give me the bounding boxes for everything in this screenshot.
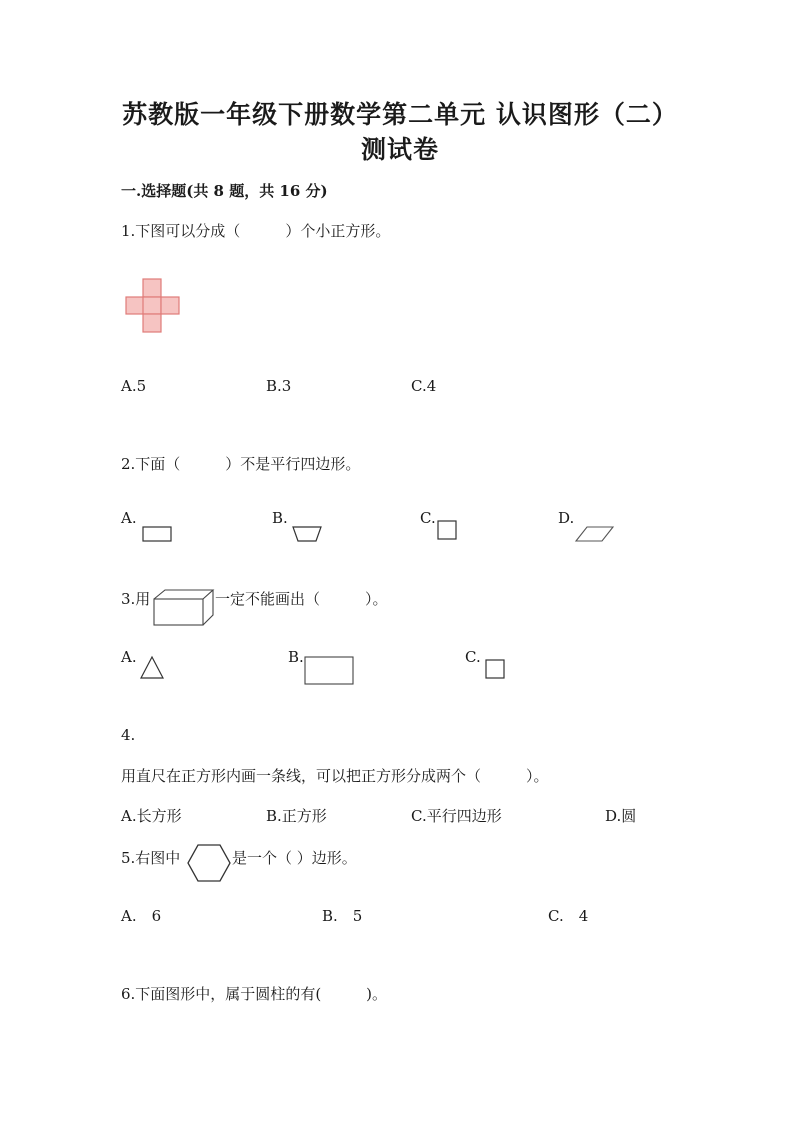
q1-option-b[interactable]: B.3 [266,377,292,395]
q4-option-b[interactable]: B.正方形 [266,807,327,825]
question-6-stem: 6.下面图形中，属于圆柱的有( )。 [121,985,388,1003]
triangle-shape-icon [140,656,164,679]
q3-option-a[interactable]: A. [121,648,137,666]
cuboid-figure [153,589,215,627]
q5-option-a[interactable]: A. 6 [121,907,162,925]
q5-option-b[interactable]: B. 5 [322,907,363,925]
question-5-stem-prefix: 5.右图中 [121,849,181,867]
q4-option-d[interactable]: D.圆 [605,807,637,825]
question-4-stem: 用直尺在正方形内画一条线，可以把正方形分成两个（ ）。 [121,767,549,785]
q3-option-c[interactable]: C. [465,648,481,666]
trapezoid-shape-icon [292,526,322,542]
q5-option-c[interactable]: C. 4 [548,907,589,925]
question-4-number: 4. [121,726,136,744]
square-shape-icon-2 [485,659,505,679]
question-3-stem-prefix: 3.用 [121,590,151,608]
question-2-stem: 2.下面（ ）不是平行四边形。 [121,455,361,473]
rectangle-shape-icon-large [304,656,354,685]
q2-option-c[interactable]: C. [420,509,436,527]
page-subtitle: 测试卷 [360,135,439,164]
parallelogram-shape-icon [575,526,615,546]
question-1-stem: 1.下图可以分成（ ）个小正方形。 [121,222,391,240]
q4-option-c[interactable]: C.平行四边形 [411,807,502,825]
q1-option-c[interactable]: C.4 [411,377,437,395]
q2-option-b[interactable]: B. [272,509,288,527]
q2-option-a[interactable]: A. [121,509,137,527]
section-heading: 一.选择题(共 8 题，共 16 分) [121,182,328,200]
question-3-stem-suffix: 一定不能画出（ ）。 [215,590,388,608]
q4-option-a[interactable]: A.长方形 [121,807,182,825]
rectangle-shape-icon [142,526,172,542]
q3-option-b[interactable]: B. [288,648,304,666]
q2-option-d[interactable]: D. [558,509,575,527]
page-title: 苏教版一年级下册数学第二单元 认识图形（二） [122,100,678,129]
cross-shape-figure [125,278,181,334]
question-5-stem-suffix: 是一个（ ）边形。 [232,849,357,867]
square-shape-icon [437,520,457,540]
q1-option-a[interactable]: A.5 [121,377,147,395]
hexagon-figure [187,843,231,883]
